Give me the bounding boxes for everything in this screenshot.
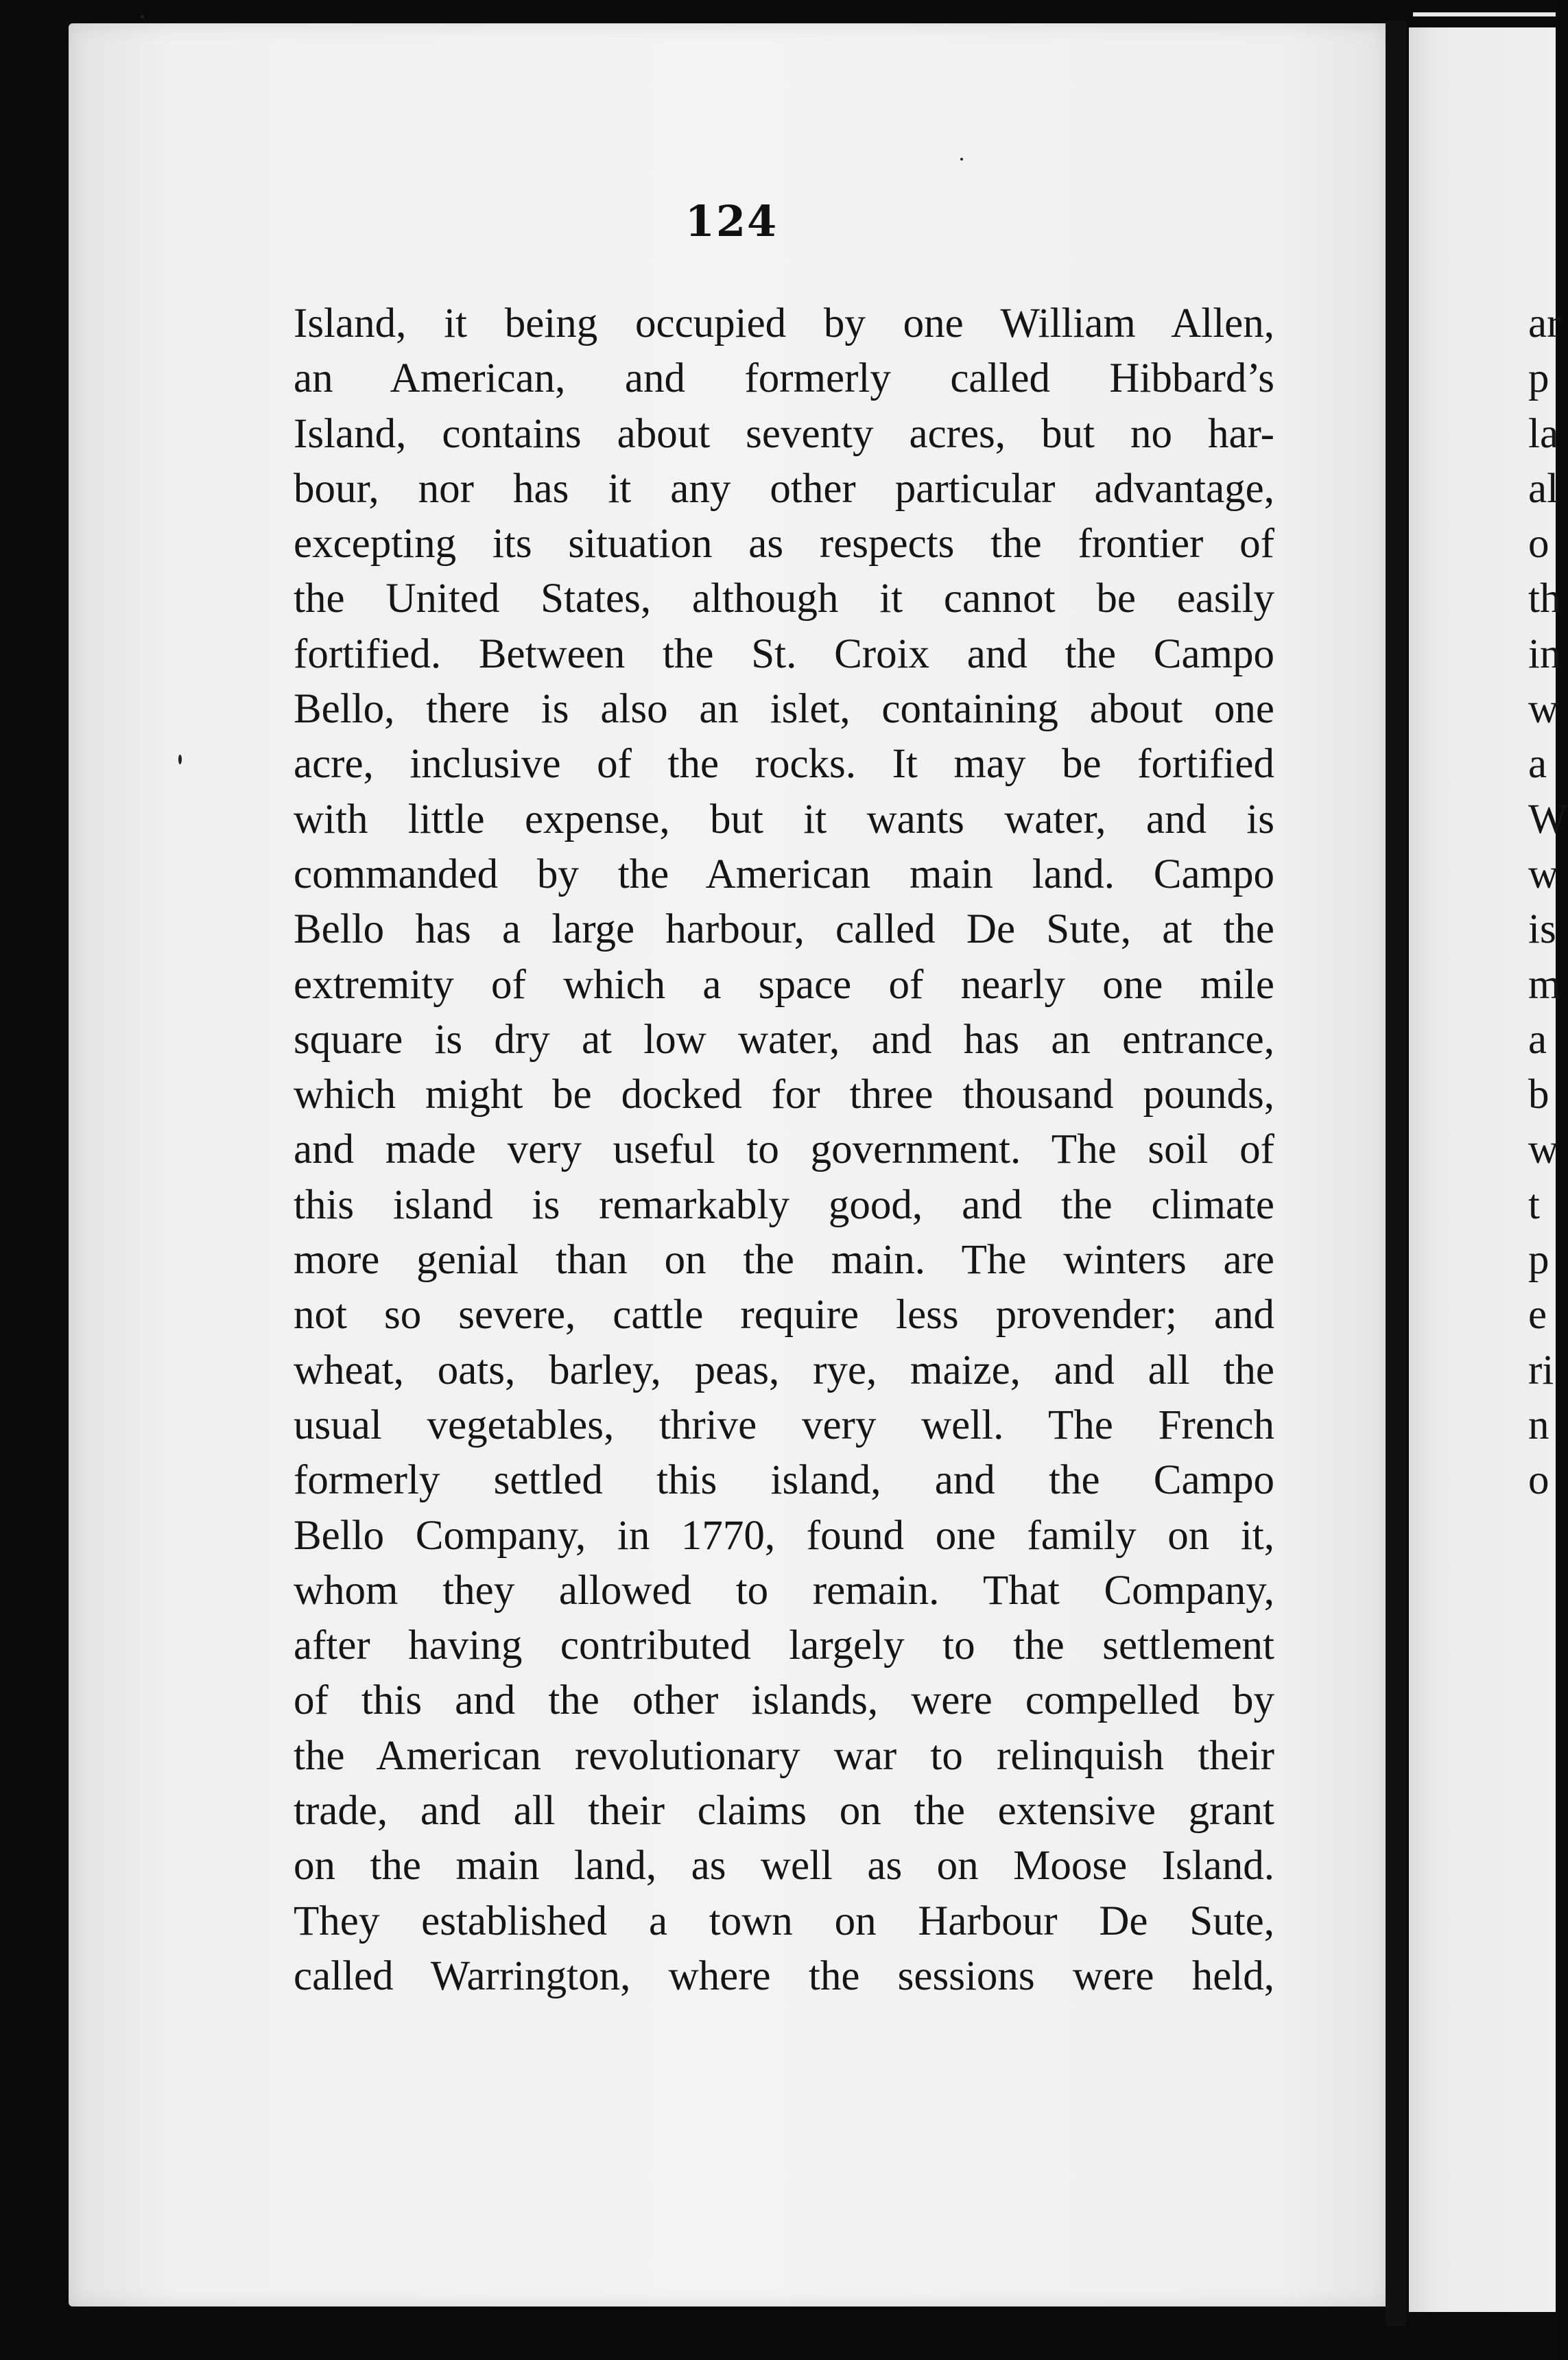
text-line: square is dry at low water, and has an entrance, bbox=[294, 1016, 1274, 1063]
text-line: They established a town on Harbour De Sute, bbox=[294, 1898, 1274, 1944]
scan-speck bbox=[178, 755, 182, 764]
text-line: on the main land, as well as on Moose Island. bbox=[294, 1843, 1274, 1889]
page-number: 124 bbox=[685, 196, 779, 246]
text-line: bour, nor has it any other particular advantage, bbox=[294, 465, 1274, 512]
page-body-text bbox=[294, 296, 1274, 2004]
facing-page-fragment: w bbox=[1528, 851, 1559, 897]
text-line: fortified. Between the St. Croix and the Campo bbox=[294, 630, 1274, 677]
text-line: Island, it being occupied by one William Allen, bbox=[294, 300, 1274, 346]
text-line: called Warrington, where the sessions were held, bbox=[294, 1952, 1274, 1999]
facing-page-fragment: a bbox=[1528, 741, 1547, 788]
text-line: not so severe, cattle require less provender; and bbox=[294, 1292, 1274, 1338]
text-line: extremity of which a space of nearly one mile bbox=[294, 961, 1274, 1008]
text-line: the United States, although it cannot be easily bbox=[294, 576, 1274, 622]
text-line: of this and the other islands, were compelled by bbox=[294, 1677, 1274, 1724]
text-line: trade, and all their claims on the extensive grant bbox=[294, 1788, 1274, 1834]
facing-page-fragment: al bbox=[1528, 465, 1559, 512]
facing-page-fragment: W bbox=[1528, 796, 1568, 842]
page-number-wrapper bbox=[0, 196, 1556, 246]
text-line: more genial than on the main. The winters are bbox=[294, 1237, 1274, 1284]
facing-page-edge bbox=[1413, 12, 1556, 16]
facing-page-fragment: m bbox=[1528, 961, 1561, 1008]
facing-page-fragment: th bbox=[1528, 576, 1561, 622]
facing-page-fragment: w bbox=[1528, 1126, 1559, 1173]
facing-page-fragment: n bbox=[1528, 1402, 1549, 1448]
facing-page-fragment: e bbox=[1528, 1292, 1547, 1338]
text-line: an American, and formerly called Hibbard’s bbox=[294, 355, 1274, 402]
text-line: usual vegetables, thrive very well. The French bbox=[294, 1402, 1274, 1448]
facing-page-text-fragments bbox=[1528, 296, 1568, 1509]
text-line: Island, contains about seventy acres, but no har- bbox=[294, 410, 1274, 457]
facing-page-fragment: in bbox=[1528, 630, 1561, 677]
text-line: wheat, oats, barley, peas, rye, maize, and all the bbox=[294, 1347, 1274, 1393]
scan-speck bbox=[141, 15, 144, 19]
facing-page-fragment: p bbox=[1528, 1237, 1549, 1284]
facing-page-fragment: w bbox=[1528, 686, 1559, 733]
facing-page-fragment: b bbox=[1528, 1072, 1549, 1118]
text-line: whom they allowed to remain. That Company, bbox=[294, 1567, 1274, 1614]
facing-page-fragment: o bbox=[1528, 1457, 1549, 1504]
facing-page-fragment: ri bbox=[1528, 1347, 1554, 1393]
text-line: after having contributed largely to the settlement bbox=[294, 1622, 1274, 1669]
text-line: Bello has a large harbour, called De Sute, at the bbox=[294, 906, 1274, 953]
text-line: this island is remarkably good, and the climate bbox=[294, 1181, 1274, 1228]
text-line: formerly settled this island, and the Campo bbox=[294, 1457, 1274, 1504]
text-line: and made very useful to government. The soil of bbox=[294, 1126, 1274, 1173]
text-line: Bello, there is also an islet, containing about one bbox=[294, 686, 1274, 733]
facing-page-fragment: la bbox=[1528, 410, 1559, 457]
text-line: acre, inclusive of the rocks. It may be fortified bbox=[294, 741, 1274, 788]
scan-speck bbox=[960, 158, 963, 161]
facing-page-fragment: p bbox=[1528, 355, 1549, 402]
text-line: excepting its situation as respects the frontier of bbox=[294, 521, 1274, 567]
book-gutter bbox=[1386, 21, 1406, 2326]
text-line: Bello Company, in 1770, found one family on it, bbox=[294, 1512, 1274, 1559]
text-line: with little expense, but it wants water, and is bbox=[294, 796, 1274, 842]
text-line: the American revolutionary war to relinquish their bbox=[294, 1732, 1274, 1779]
facing-page-fragment: ar bbox=[1528, 300, 1561, 346]
facing-page-fragment: o bbox=[1528, 521, 1549, 567]
facing-page-fragment: t bbox=[1528, 1181, 1540, 1228]
facing-page-fragment: is bbox=[1528, 906, 1556, 953]
text-line: commanded by the American main land. Campo bbox=[294, 851, 1274, 897]
text-line: which might be docked for three thousand pounds, bbox=[294, 1072, 1274, 1118]
facing-page-fragment: a bbox=[1528, 1016, 1547, 1063]
